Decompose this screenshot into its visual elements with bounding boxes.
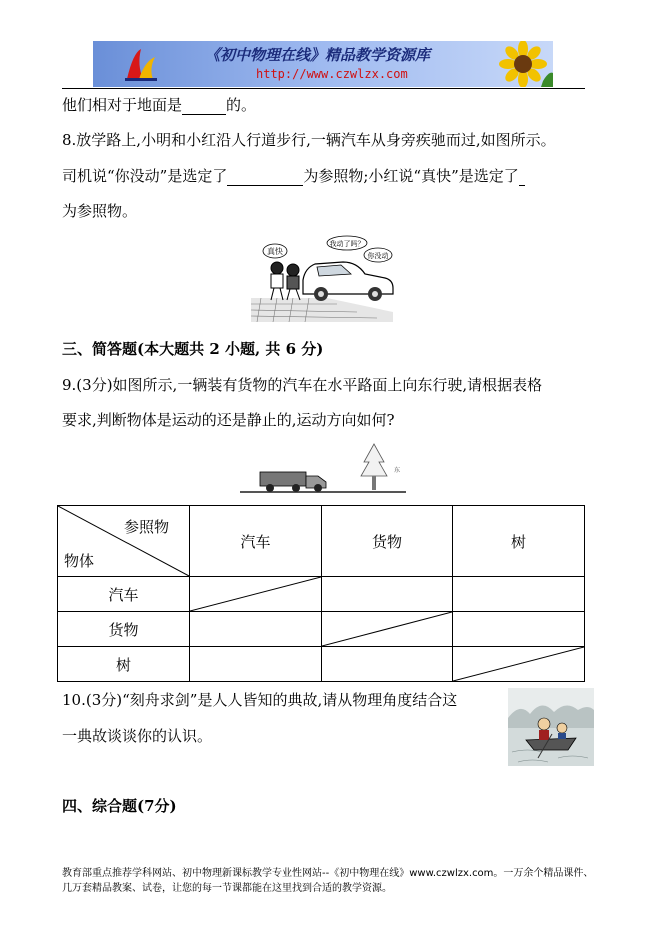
truck-tree-illustration — [238, 440, 408, 496]
footer-line1: 教育部重点推荐学科网站、初中物理新课标教学专业性网站--《初中物理在线》www.czwlzx.com。一万余个精品课件、 — [62, 868, 594, 879]
answer-cell[interactable] — [453, 577, 585, 612]
q9-line2: 要求,判断物体是运动的还是静止的,运动方向如何? — [62, 411, 395, 429]
row-header: 汽车 — [58, 577, 190, 612]
sunflower-image — [493, 41, 553, 87]
corner-top-label: 参照物 — [124, 518, 170, 536]
row-header: 树 — [58, 647, 190, 682]
header-rule — [62, 88, 585, 89]
banner-title: 《初中物理在线》精品教学资源库 — [205, 46, 431, 64]
q10-line1: 10.(3分)“刻舟求剑”是人人皆知的典故,请从物理角度结合这 — [62, 691, 458, 709]
answer-cell[interactable] — [322, 647, 453, 682]
street-illustration — [247, 234, 397, 324]
answer-blank[interactable] — [519, 169, 525, 186]
table-cell-crossed — [190, 577, 322, 612]
q8-line3: 为参照物。 — [62, 202, 138, 220]
column-header: 汽车 — [190, 506, 322, 577]
answer-cell[interactable] — [453, 612, 585, 647]
answer-blank[interactable] — [182, 98, 226, 115]
section4-title: 四、综合题(7分) — [62, 797, 177, 815]
reference-frame-table — [57, 505, 585, 682]
bubble-wodongle: 我动了吗？ — [329, 240, 365, 248]
corner-bottom-label: 物体 — [64, 552, 95, 570]
answer-blank[interactable] — [227, 169, 303, 186]
q10-line2: 一典故谈谈你的认识。 — [62, 727, 213, 745]
q9-line1: 9.(3分)如图所示,一辆装有货物的汽车在水平路面上向东行驶,请根据表格 — [62, 376, 543, 394]
banner-url[interactable]: http://www.czwlzx.com — [256, 67, 408, 81]
table-corner-cell — [58, 506, 190, 577]
column-header: 树 — [453, 506, 585, 577]
boat-story-illustration — [508, 688, 594, 766]
header-banner — [93, 41, 553, 87]
table-cell-crossed — [453, 647, 585, 682]
bubble-zhenkuai: 真快 — [267, 247, 283, 256]
site-logo — [123, 45, 159, 83]
table-cell-crossed — [322, 612, 453, 647]
q8-line2: 司机说“你没动”是选定了 为参照物;小红说“真快”是选定了 — [62, 166, 525, 186]
answer-cell[interactable] — [322, 577, 453, 612]
row-header: 货物 — [58, 612, 190, 647]
bubble-nimeidong: 你没动 — [367, 252, 389, 260]
section3-title: 三、简答题(本大题共 2 小题, 共 6 分) — [62, 340, 324, 358]
column-header: 货物 — [322, 506, 453, 577]
footer-line2: 几万套精品教案、试卷，让您的每一节课都能在这里找到合适的教学资源。 — [62, 883, 392, 894]
q8-line1: 8.放学路上,小明和小红沿人行道步行,一辆汽车从身旁疾驰而过,如图所示。 — [62, 131, 556, 149]
q7-continuation: 他们相对于地面是 的。 — [62, 96, 257, 114]
east-label: 东 — [394, 467, 401, 474]
answer-cell[interactable] — [190, 612, 322, 647]
answer-cell[interactable] — [190, 647, 322, 682]
